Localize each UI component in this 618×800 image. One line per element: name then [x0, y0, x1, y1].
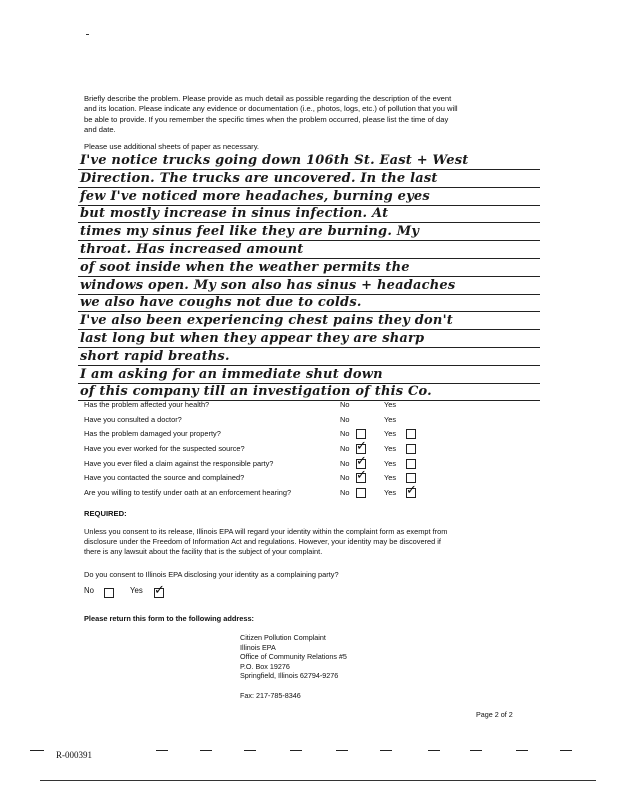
question-row [84, 471, 424, 486]
footer-dash [380, 750, 392, 751]
no-checkbox[interactable] [356, 488, 366, 498]
mailing-address [240, 633, 347, 700]
address-line: Illinois EPA [240, 642, 276, 652]
handwritten-line: of soot inside when the weather permits the [80, 259, 410, 275]
no-checkbox[interactable] [356, 473, 366, 483]
required-heading: REQUIRED: [84, 509, 127, 518]
page-number: Page 2 of 2 [476, 710, 513, 719]
footer-dash [244, 750, 256, 751]
no-checkbox[interactable] [356, 429, 366, 439]
scan-mark [86, 34, 89, 35]
handwritten-description [78, 152, 548, 404]
question-label: Have you ever worked for the suspected source? [84, 444, 245, 454]
yes-label: Yes [384, 488, 397, 498]
handwritten-line: few I've noticed more headaches, burning eyes [80, 188, 430, 204]
yes-checkbox[interactable] [406, 473, 416, 483]
instructions [84, 94, 524, 136]
consent-yes-checkbox[interactable] [154, 588, 164, 598]
footer-dash [156, 750, 168, 751]
question-row [84, 413, 424, 428]
consent-yes-option[interactable] [130, 586, 143, 595]
question-label: Has the problem affected your health? [84, 400, 210, 409]
return-heading: Please return this form to the following address: [84, 614, 255, 623]
footer-dash [428, 750, 440, 751]
required-line: there is any lawsuit about the facility that is the subject of your complaint. [84, 547, 323, 556]
yes-label: Yes [384, 458, 397, 468]
footer-dash [200, 750, 212, 751]
questions-list [84, 398, 424, 501]
footer-dash [516, 750, 528, 751]
no-label: No [340, 458, 350, 468]
instruction-line: and date. [84, 125, 116, 135]
question-row [84, 442, 424, 457]
address-line: Springfield, Illinois 62794-9276 [240, 671, 339, 681]
no-label: No [340, 429, 350, 439]
yes-label: Yes [384, 414, 397, 424]
required-line: Unless you consent to its release, Illinois EPA will regard your identity within the complaint form as exempt from [84, 527, 448, 536]
handwritten-line: Direction. The trucks are uncovered. In the last [80, 170, 438, 186]
handwritten-line: windows open. My son also has sinus + headaches [80, 277, 456, 293]
footer-dash [560, 750, 572, 751]
question-label: Are you willing to testify under oath at an enforcement hearing? [84, 488, 292, 498]
address-line [240, 681, 347, 691]
footer-dash [30, 750, 44, 751]
question-label: Have you consulted a doctor? [84, 414, 182, 424]
question-row [84, 398, 424, 413]
question-label: Have you contacted the source and complained? [84, 473, 245, 483]
consent-no-label: No [84, 586, 94, 595]
address-line: Office of Community Relations #5 [240, 652, 347, 662]
additional-sheets-note: Please use additional sheets of paper as necessary. [84, 142, 260, 151]
question-row [84, 427, 424, 442]
question-label: Have you ever filed a claim against the responsible party? [84, 458, 274, 468]
question-label: Has the problem damaged your property? [84, 429, 221, 439]
yes-label: Yes [384, 444, 397, 454]
no-checkbox[interactable] [356, 459, 366, 469]
footer-dash [336, 750, 348, 751]
handwritten-line: short rapid breaths. [80, 348, 230, 364]
handwritten-line: of this company till an investigation of this Co. [80, 384, 432, 400]
consent-yes-label: Yes [130, 586, 143, 595]
handwritten-line: I've also been experiencing chest pains they don't [80, 313, 453, 329]
footer-dash [470, 750, 482, 751]
instruction-line: Briefly describe the problem. Please provide as much detail as possible regarding the description of the event [84, 94, 452, 103]
handwritten-line: we also have coughs not due to colds. [80, 295, 362, 311]
handwritten-line: but mostly increase in sinus infection. At [80, 206, 389, 222]
handwritten-line: throat. Has increased amount [80, 242, 304, 257]
handwritten-line: last long but when they appear they are sharp [80, 331, 425, 346]
footer-dash [290, 750, 302, 751]
no-label: No [340, 414, 350, 424]
required-text [84, 527, 524, 557]
address-line: P.O. Box 19276 [240, 661, 290, 671]
fax-line: Fax: 217-785-8346 [240, 690, 301, 700]
handwritten-line: times my sinus feel like they are burning. My [80, 224, 420, 240]
yes-checkbox[interactable] [406, 444, 416, 454]
bates-number: R-000391 [56, 750, 92, 760]
yes-label: Yes [384, 429, 397, 439]
no-checkbox[interactable] [356, 444, 366, 454]
yes-checkbox[interactable] [406, 459, 416, 469]
handwritten-line: I've notice trucks going down 106th St. East + West [80, 153, 469, 168]
handwritten-line: I am asking for an immediate shut down [80, 366, 383, 382]
yes-checkbox[interactable] [406, 488, 416, 498]
address-line: Citizen Pollution Complaint [240, 633, 326, 642]
yes-checkbox[interactable] [406, 429, 416, 439]
yes-label: Yes [384, 400, 397, 409]
no-label: No [340, 400, 350, 409]
yes-label: Yes [384, 473, 397, 483]
question-row [84, 486, 424, 501]
no-label: No [340, 444, 350, 454]
question-row [84, 457, 424, 472]
consent-no-checkbox[interactable] [104, 588, 114, 598]
consent-question: Do you consent to Illinois EPA disclosing your identity as a complaining party? [84, 570, 339, 579]
consent-no-option[interactable] [84, 586, 94, 595]
required-line: disclosure under the Freedom of Information Act and regulations. However, your identity may be discovered if [84, 537, 441, 546]
instruction-line: and its location. Please indicate any evidence or documentation (i.e., photos, logs, etc.) of pollution that you will [84, 104, 458, 114]
instruction-line: be able to provide. If you remember the specific times when the problem occurred, please list the time of day [84, 114, 449, 124]
bottom-rule [40, 780, 596, 781]
no-label: No [340, 473, 350, 483]
no-label: No [340, 488, 350, 498]
